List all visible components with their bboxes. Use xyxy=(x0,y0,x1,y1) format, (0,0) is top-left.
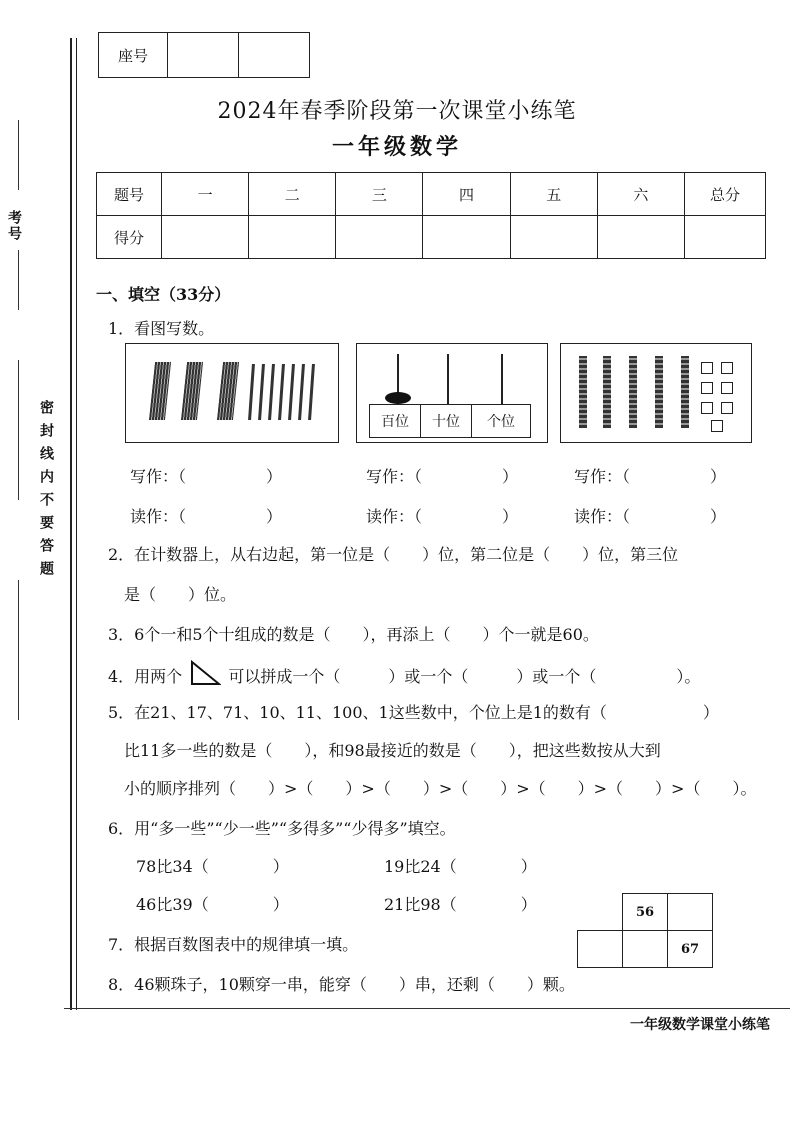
unit-cube xyxy=(701,402,713,414)
question-2-line2: 是（ ）位。 xyxy=(124,585,237,604)
single-stick xyxy=(268,364,275,420)
abacus-label-hundreds: 百位 xyxy=(370,405,421,438)
abacus-bead xyxy=(385,392,411,404)
write-answer-2[interactable]: 写作：（ ） xyxy=(366,467,519,486)
page-title: 2024年春季阶段第一次课堂小练笔 xyxy=(217,99,577,124)
binding-line-inner xyxy=(76,38,77,1010)
question-7: 7．根据百数图表中的规律填一填。 xyxy=(108,935,359,954)
seat-label: 座号 xyxy=(99,33,168,78)
unit-cube xyxy=(701,362,713,374)
abacus-base xyxy=(369,404,531,438)
ten-rod xyxy=(655,356,663,428)
seat-number-box xyxy=(98,32,310,78)
question-3: 3．6个一和5个十组成的数是（ ），再添上（ ）个一就是60。 xyxy=(108,625,599,644)
compare-item[interactable]: 46比39（ ） xyxy=(136,895,289,914)
unit-cube xyxy=(721,362,733,374)
score-input-cell[interactable] xyxy=(510,216,597,259)
margin-blank-line xyxy=(18,250,19,310)
single-stick xyxy=(288,364,295,420)
footer-rule xyxy=(64,1008,790,1009)
question-5-line2: 比11多一些的数是（ ），和98最接近的数是（ ），把这些数按从大到 xyxy=(124,741,661,760)
margin-blank-line xyxy=(18,360,19,500)
score-cell: 四 xyxy=(423,173,510,216)
write-answer-1[interactable]: 写作：（ ） xyxy=(130,467,283,486)
single-stick xyxy=(308,364,315,420)
sticks-picture xyxy=(125,343,339,443)
unit-cube xyxy=(701,382,713,394)
question-5-line3: 小的顺序排列（ ）>（ ）>（ ）>（ ）>（ ）>（ ）>（ ）。 xyxy=(124,779,757,798)
unit-cube xyxy=(711,420,723,432)
score-cell: 一 xyxy=(162,173,249,216)
question-4-before: 4．用两个 xyxy=(108,667,183,686)
question-8: 8．46颗珠子，10颗穿一串，能穿（ ）串，还剩（ ）颗。 xyxy=(108,975,575,994)
score-table xyxy=(96,172,766,259)
grid-cell-given: 67 xyxy=(668,931,713,968)
kaohao-label: 考号 xyxy=(6,210,22,242)
score-input-cell[interactable] xyxy=(249,216,336,259)
unit-cube xyxy=(721,402,733,414)
score-table-score-row xyxy=(97,216,766,259)
read-answer-3[interactable]: 读作：（ ） xyxy=(574,507,727,526)
abacus-picture xyxy=(356,343,548,443)
single-stick xyxy=(258,364,265,420)
page-subtitle: 一年级数学 xyxy=(331,134,462,160)
grid-cell-blank[interactable] xyxy=(623,931,668,968)
question-2-line1: 2．在计数器上，从右边起，第一位是（ ）位，第二位是（ ）位，第三位 xyxy=(108,545,679,564)
score-table-header-row xyxy=(97,173,766,216)
score-input-cell[interactable] xyxy=(423,216,510,259)
ten-rod xyxy=(579,356,587,428)
score-input-cell[interactable] xyxy=(336,216,423,259)
right-triangle-icon xyxy=(189,660,221,686)
score-input-cell[interactable] xyxy=(685,216,766,259)
compare-item[interactable]: 21比98（ ） xyxy=(384,895,537,914)
section-title: 一、填空（33分） xyxy=(96,285,231,304)
seal-line-notice: 密封线内不要答题 xyxy=(38,400,54,584)
abacus-label-tens: 十位 xyxy=(421,405,472,438)
seat-cell[interactable] xyxy=(168,33,239,78)
read-answer-2[interactable]: 读作：（ ） xyxy=(366,507,519,526)
abacus-rod xyxy=(447,354,449,404)
question-4 xyxy=(108,660,700,687)
grid-cell-blank[interactable] xyxy=(578,931,623,968)
question-6: 6．用“多一些”“少一些”“多得多”“少得多”填空。 xyxy=(108,819,456,838)
stick-bundle xyxy=(149,362,171,420)
question-1: 1．看图写数。 xyxy=(108,319,215,338)
compare-item[interactable]: 78比34（ ） xyxy=(136,857,289,876)
score-cell: 得分 xyxy=(97,216,162,259)
abacus-label-ones: 个位 xyxy=(472,405,531,438)
unit-cube xyxy=(721,382,733,394)
score-cell: 题号 xyxy=(97,173,162,216)
binding-line-outer xyxy=(70,38,72,1010)
grid-cell-given: 56 xyxy=(623,894,668,931)
write-answer-3[interactable]: 写作：（ ） xyxy=(574,467,727,486)
stick-bundle xyxy=(181,362,203,420)
score-cell: 五 xyxy=(510,173,597,216)
seat-cell[interactable] xyxy=(239,33,310,78)
stick-bundle xyxy=(217,362,239,420)
hundred-chart-grid xyxy=(577,893,713,968)
score-input-cell[interactable] xyxy=(597,216,684,259)
score-cell: 六 xyxy=(597,173,684,216)
grid-cell-blank[interactable] xyxy=(668,894,713,931)
score-cell: 二 xyxy=(249,173,336,216)
question-4-after: 可以拼成一个（ ）或一个（ ）或一个（ ）。 xyxy=(228,667,701,686)
question-5-line1: 5．在21、17、71、10、11、100、1这些数中，个位上是1的数有（ ） xyxy=(108,703,719,722)
score-cell: 三 xyxy=(336,173,423,216)
single-stick xyxy=(278,364,285,420)
score-input-cell[interactable] xyxy=(162,216,249,259)
single-stick xyxy=(298,364,305,420)
ten-rod xyxy=(681,356,689,428)
footer-text: 一年级数学课堂小练笔 xyxy=(630,1017,770,1033)
read-answer-1[interactable]: 读作：（ ） xyxy=(130,507,283,526)
rods-cubes-picture xyxy=(560,343,752,443)
ten-rod xyxy=(603,356,611,428)
score-cell: 总分 xyxy=(685,173,766,216)
ten-rod xyxy=(629,356,637,428)
abacus-rod xyxy=(501,354,503,404)
compare-item[interactable]: 19比24（ ） xyxy=(384,857,537,876)
margin-blank-line xyxy=(18,580,19,720)
single-stick xyxy=(248,364,255,420)
